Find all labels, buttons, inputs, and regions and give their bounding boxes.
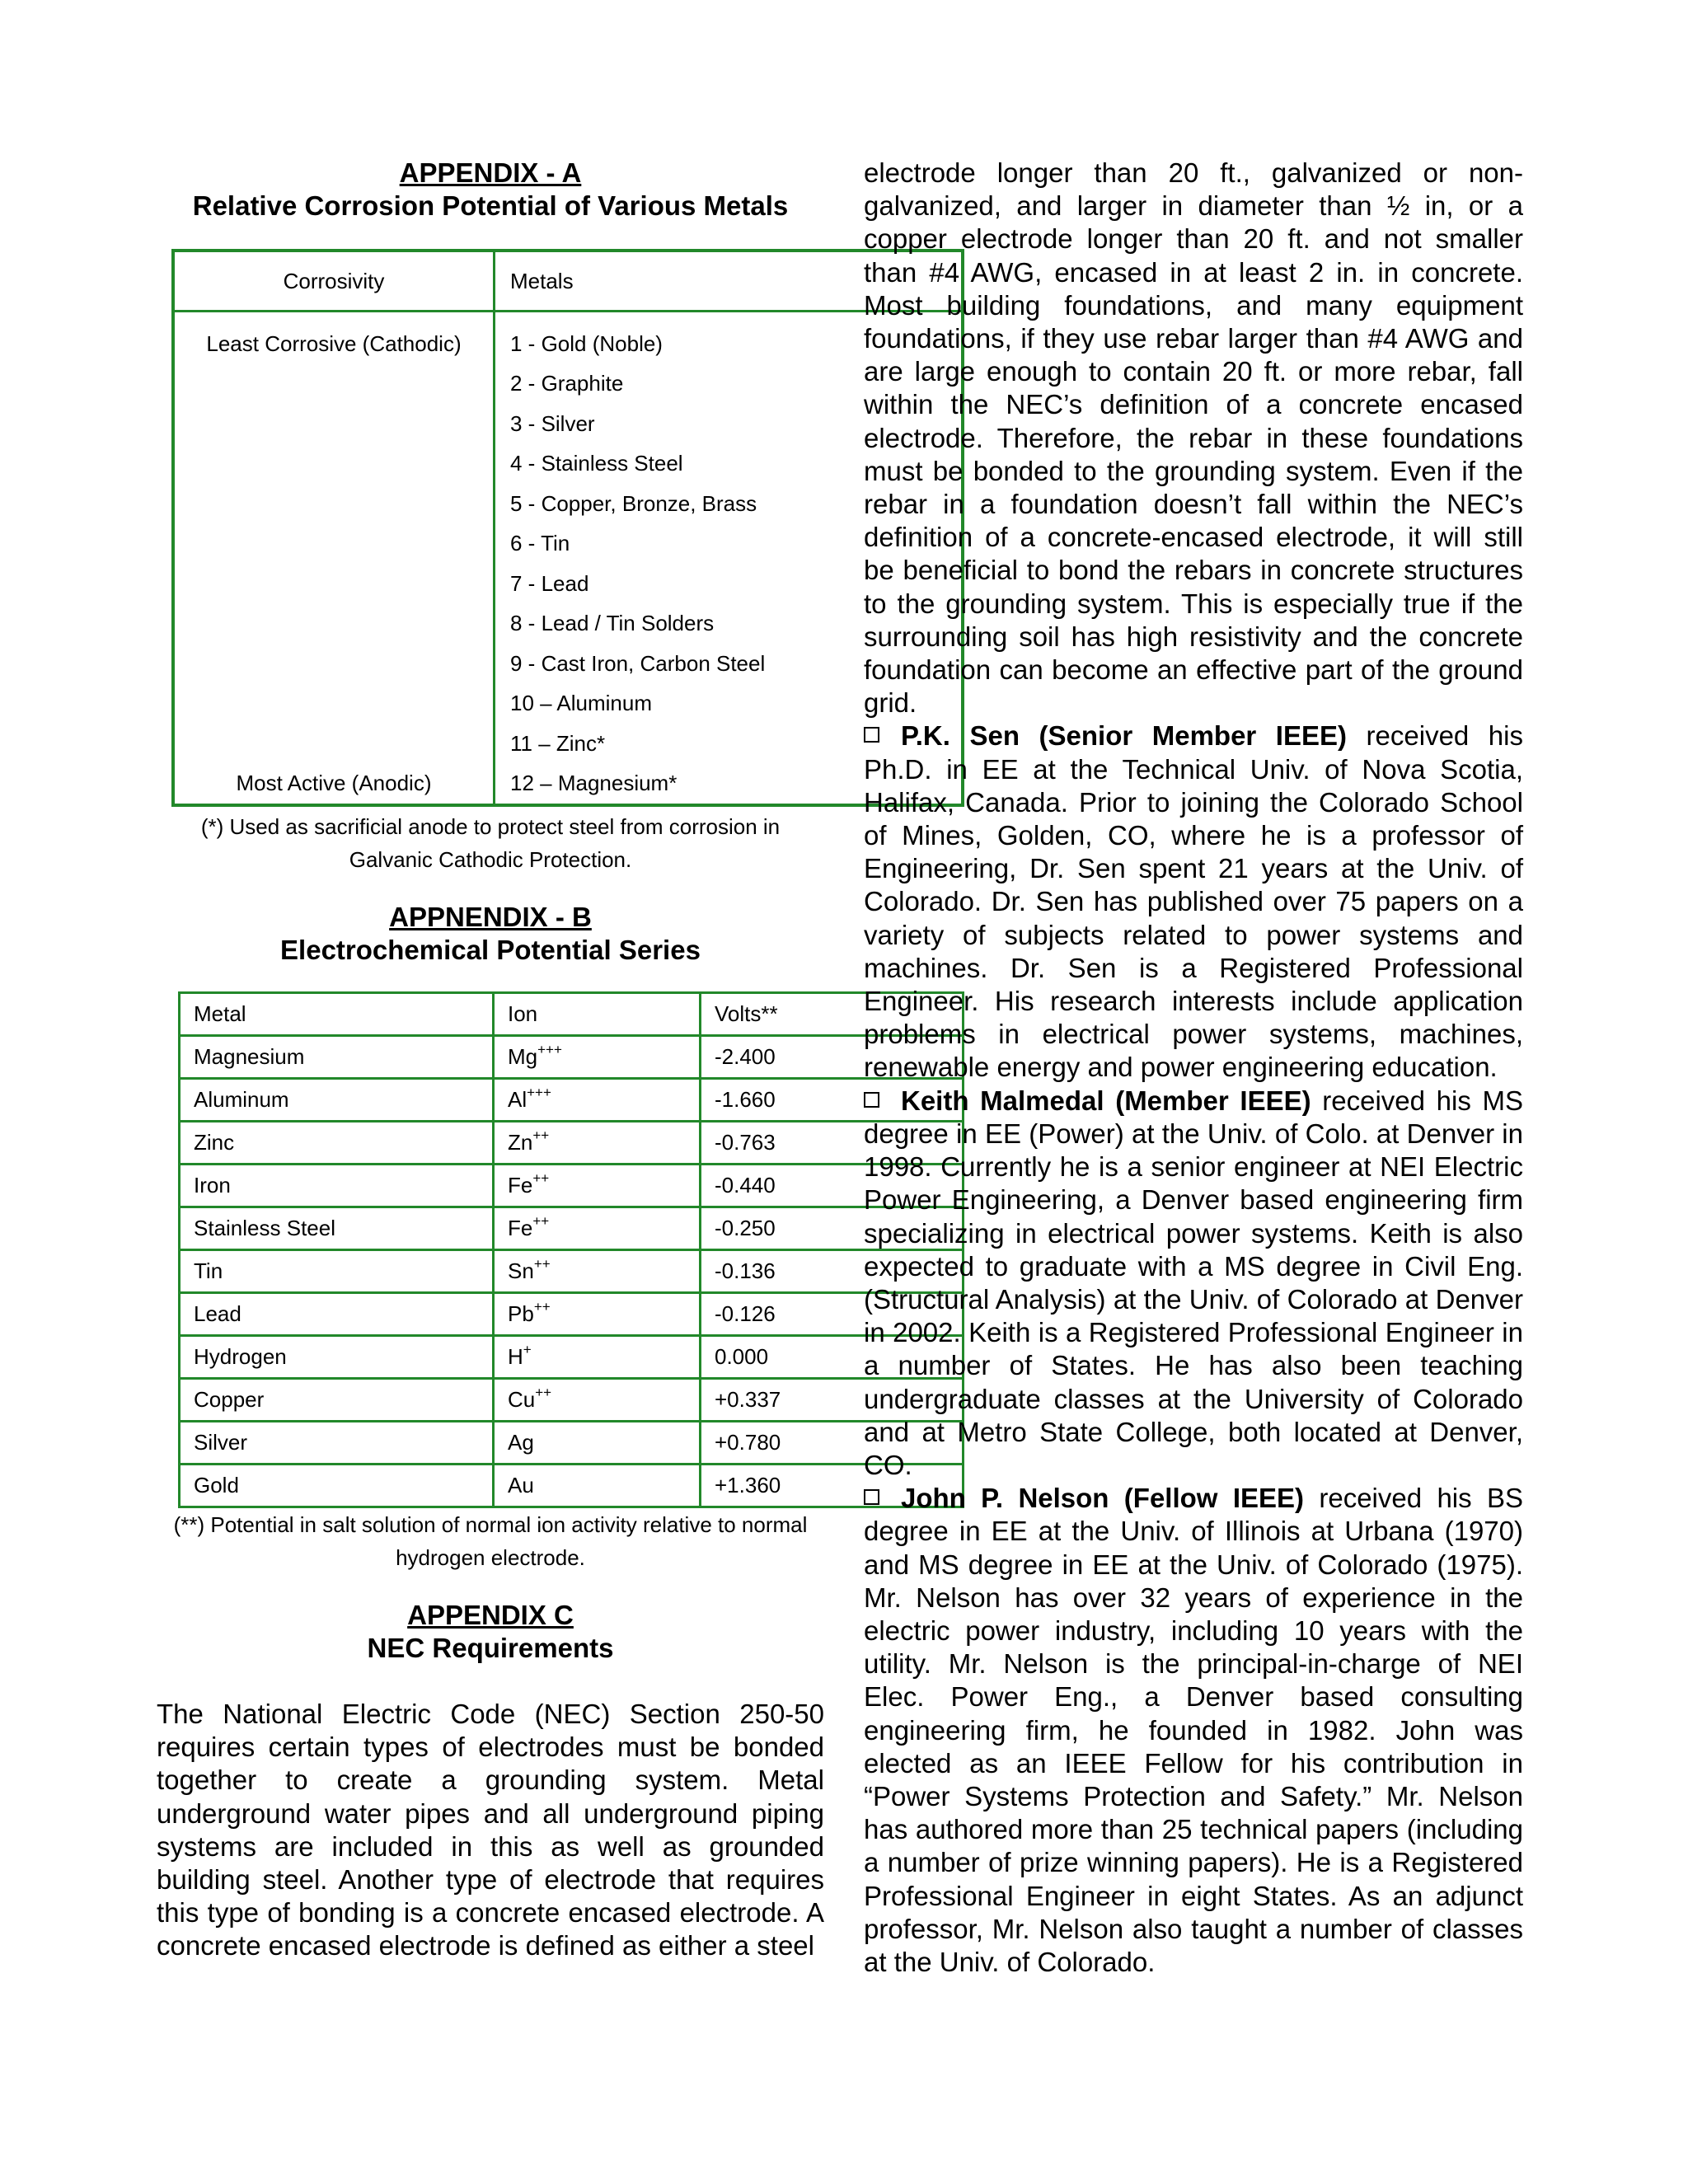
header-metals: Metals	[495, 251, 964, 312]
table-row	[173, 644, 963, 684]
appendix-c-paragraph: The National Electric Code (NEC) Section 250-50 requires certain types of electrodes must be bonded together to create a grounding system. Metal underground water pipes and all underground piping systems are included in this as well as grounded building steel. Another type of electrode that requires this type of bonding is a concrete encased electrode. A concrete encased electrode is defined as either a steel	[157, 1699, 824, 1961]
ion-charge: ++	[532, 1213, 550, 1229]
volts-cell: -0.250	[699, 1206, 964, 1249]
metal-cell: Copper	[178, 1377, 492, 1420]
bio-nelson	[864, 1482, 1523, 1979]
metal-cell: 9 - Cast Iron, Carbon Steel	[510, 650, 766, 676]
metal-cell: Hydrogen	[178, 1334, 492, 1377]
appendix-a-heading: APPENDIX - A	[399, 157, 582, 188]
volts-cell: -1.660	[699, 1077, 964, 1120]
metal-cell: 6 - Tin	[510, 531, 570, 556]
table-row	[173, 444, 963, 485]
ion-symbol: H	[508, 1344, 523, 1369]
appendix-b-header	[157, 901, 824, 967]
corrosivity-cell	[173, 404, 495, 444]
corrosivity-cell: Least Corrosive (Cathodic)	[173, 312, 495, 364]
table-row	[178, 1034, 964, 1077]
ion-symbol: Cu	[508, 1387, 536, 1412]
right-column	[864, 157, 1523, 1979]
metal-cell: Stainless Steel	[178, 1206, 492, 1249]
corrosivity-cell	[173, 724, 495, 764]
corrosivity-cell: Most Active (Anodic)	[173, 764, 495, 806]
metal-cell: Gold	[178, 1463, 492, 1508]
table-row	[178, 1249, 964, 1291]
corrosivity-cell	[173, 644, 495, 684]
table-row	[178, 1463, 964, 1508]
volts-cell: -0.763	[699, 1120, 964, 1163]
bio-text: received his Ph.D. in EE at the Technical Univ. of Nova Scotia, Halifax, Canada. Prior to joining the Colorado School of Mines, Golden, CO, where he is a professor of Engineering, Dr. Sen spent 21 years at the Univ. of Colorado. Dr. Sen has published over 75 papers on a variety of subjects related to power systems and machines. Dr. Sen is a Registered Professional Engineer. His research interests include application problems in electrical power systems, machines, renewable energy and power engineering education.	[864, 720, 1523, 1083]
header-ion: Ion	[492, 991, 699, 1034]
table-header-row	[178, 991, 964, 1034]
ion-symbol: Fe	[508, 1173, 533, 1197]
appendix-a-title: Relative Corrosion Potential of Various Metals	[192, 190, 789, 221]
ion-cell	[492, 1377, 699, 1420]
metal-cell: Tin	[178, 1249, 492, 1291]
table-row	[178, 1334, 964, 1377]
table-row	[178, 1120, 964, 1163]
table-row	[178, 1206, 964, 1249]
ion-cell	[492, 1334, 699, 1377]
bio-text: received his BS degree in EE at the Univ. of Illinois at Urbana (1970) and MS degree in EE at the Univ. of Colorado (1975). Mr. Nelson has over 32 years of experience in the electric power industry, including 10 years with the utility. Mr. Nelson is the principal-in-charge of NEI Elec. Power Eng., a Denver based consulting engineering firm, he founded in 1982. John was elected as an IEEE Fellow for his contribution in “Power Systems Protection and Safety.” Mr. Nelson has authored more than 25 technical papers (including a number of prize winning papers). He is a Registered Professional Engineer in eight States. As an adjunct professor, Mr. Nelson also taught a number of classes at the Univ. of Colorado.	[864, 1483, 1523, 1977]
bio-malmedal	[864, 1085, 1523, 1482]
metal-cell: Iron	[178, 1163, 492, 1206]
volts-cell: -2.400	[699, 1034, 964, 1077]
table-row	[173, 684, 963, 724]
table-row	[178, 1291, 964, 1334]
ion-charge: ++	[532, 1170, 550, 1186]
metal-cell: Aluminum	[178, 1077, 492, 1120]
ion-cell	[492, 1291, 699, 1334]
corrosivity-cell	[173, 364, 495, 405]
appendix-b-title: Electrochemical Potential Series	[280, 935, 701, 965]
checkbox-bullet-icon	[864, 1092, 879, 1108]
table-row	[173, 564, 963, 604]
metal-cell: 11 – Zinc*	[510, 730, 606, 756]
metal-cell: 12 – Magnesium*	[510, 771, 678, 796]
appendix-c-continued: electrode longer than 20 ft., galvanized or non-galvanized, and larger in diameter than ½ in, or a copper electrode longer than 20 ft. and not smaller than #4 AWG, encased in at least 2 in. in concrete. Most building foundations, and many equipment foundations, if they use rebar larger than #4 AWG and are large enough to contain 20 ft. or more rebar, fall within the NEC’s definition of a concrete encased electrode. Therefore, the rebar in these foundations must be bonded to the grounding system. Even if the rebar in a foundation doesn’t fall within the NEC’s definition of a concrete-encased electrode, it will still be beneficial to bond the rebars in concrete structures to the grounding system. This is especially true if the surrounding soil has high resistivity and the concrete foundation can become an effective part of the ground grid.	[864, 157, 1523, 719]
appendix-a-footnote	[157, 810, 824, 876]
corrosivity-cell	[173, 524, 495, 565]
corrosivity-cell	[173, 564, 495, 604]
ion-cell	[492, 1206, 699, 1249]
volts-cell: +1.360	[699, 1463, 964, 1508]
footnote-line: Galvanic Cathodic Protection.	[349, 847, 632, 872]
header-metal: Metal	[178, 991, 492, 1034]
metal-cell: 1 - Gold (Noble)	[510, 330, 663, 356]
metal-cell: 7 - Lead	[510, 570, 589, 596]
potential-table	[178, 991, 964, 1508]
header-corrosivity: Corrosivity	[173, 251, 495, 312]
volts-cell: +0.337	[699, 1377, 964, 1420]
ion-cell	[492, 1163, 699, 1206]
metal-cell: 10 – Aluminum	[510, 691, 652, 716]
ion-charge: ++	[533, 1299, 551, 1315]
metal-cell: Silver	[178, 1420, 492, 1463]
table-row	[173, 764, 963, 806]
appendix-c-header	[157, 1599, 824, 1665]
ion-charge: +++	[537, 1042, 562, 1057]
table-row	[173, 312, 963, 364]
metal-cell: 5 - Copper, Bronze, Brass	[510, 490, 757, 516]
table-row	[178, 1163, 964, 1206]
bio-name: John P. Nelson (Fellow IEEE)	[901, 1483, 1305, 1514]
ion-symbol: Al	[508, 1087, 528, 1112]
ion-cell	[492, 1120, 699, 1163]
checkbox-bullet-icon	[864, 1489, 879, 1505]
footnote-line: hydrogen electrode.	[396, 1545, 585, 1570]
table-row	[178, 1077, 964, 1120]
bio-text: received his MS degree in EE (Power) at the Univ. of Colo. at Denver in 1998. Currently he is a senior engineer at NEI Electric Power Engineering, a Denver based engineering firm specializing in electrical power systems. Keith is also expected to graduate with a MS degree in Civil Eng. (Structural Analysis) at the Univ. of Colorado at Denver in 2002. Keith is a Registered Professional Engineer in a number of States. He has also been teaching undergraduate classes at the University of Colorado and at Metro State College, both located at Denver, CO.	[864, 1085, 1523, 1480]
appendix-b-footnote	[157, 1508, 824, 1574]
ion-cell	[492, 1034, 699, 1077]
bio-sen	[864, 719, 1523, 1084]
ion-cell	[492, 1249, 699, 1291]
volts-cell: 0.000	[699, 1334, 964, 1377]
table-row	[178, 1377, 964, 1420]
ion-symbol: Sn	[508, 1258, 534, 1283]
table-row	[173, 404, 963, 444]
checkbox-bullet-icon	[864, 727, 879, 743]
table-header-row	[173, 251, 963, 312]
ion-charge: +	[523, 1342, 532, 1357]
metal-cell: Zinc	[178, 1120, 492, 1163]
corrosivity-cell	[173, 444, 495, 485]
ion-charge: ++	[535, 1385, 552, 1400]
ion-symbol: Zn	[508, 1130, 533, 1155]
appendix-b-heading: APPNENDIX - B	[389, 902, 592, 932]
metal-cell: 4 - Stainless Steel	[510, 451, 683, 476]
volts-cell: +0.780	[699, 1420, 964, 1463]
ion-symbol: Fe	[508, 1216, 533, 1240]
ion-symbol: Pb	[508, 1301, 534, 1326]
table-row	[178, 1420, 964, 1463]
ion-charge: ++	[533, 1256, 551, 1272]
metal-cell: Lead	[178, 1291, 492, 1334]
table-row	[173, 604, 963, 644]
ion-symbol: Mg	[508, 1044, 538, 1069]
metal-cell: 2 - Graphite	[510, 371, 624, 396]
volts-cell: -0.126	[699, 1291, 964, 1334]
footnote-line: (**) Potential in salt solution of normal ion activity relative to normal	[173, 1512, 808, 1537]
left-column	[157, 157, 824, 1963]
bio-name: Keith Malmedal (Member IEEE)	[901, 1085, 1311, 1116]
ion-symbol: Au	[508, 1473, 534, 1497]
appendix-c-heading: APPENDIX C	[407, 1600, 574, 1630]
ion-charge: +++	[527, 1085, 551, 1100]
ion-cell	[492, 1463, 699, 1508]
table-row	[173, 524, 963, 565]
appendix-c-title: NEC Requirements	[367, 1633, 614, 1663]
table-row	[173, 364, 963, 405]
ion-cell	[492, 1077, 699, 1120]
metal-cell: 3 - Silver	[510, 410, 595, 436]
corrosivity-cell	[173, 604, 495, 644]
table-row	[173, 484, 963, 524]
ion-cell	[492, 1420, 699, 1463]
metal-cell: Magnesium	[178, 1034, 492, 1077]
corrosion-table	[171, 249, 964, 807]
table-row	[173, 724, 963, 764]
header-volts: Volts**	[699, 991, 964, 1034]
metal-cell: 8 - Lead / Tin Solders	[510, 611, 715, 636]
volts-cell: -0.136	[699, 1249, 964, 1291]
bio-name: P.K. Sen (Senior Member IEEE)	[901, 720, 1347, 752]
volts-cell: -0.440	[699, 1163, 964, 1206]
ion-charge: ++	[532, 1127, 550, 1143]
footnote-line: (*) Used as sacrificial anode to protect steel from corrosion in	[200, 814, 781, 839]
corrosivity-cell	[173, 684, 495, 724]
ion-symbol: Ag	[508, 1430, 534, 1455]
appendix-a-header	[157, 157, 824, 223]
corrosivity-cell	[173, 484, 495, 524]
